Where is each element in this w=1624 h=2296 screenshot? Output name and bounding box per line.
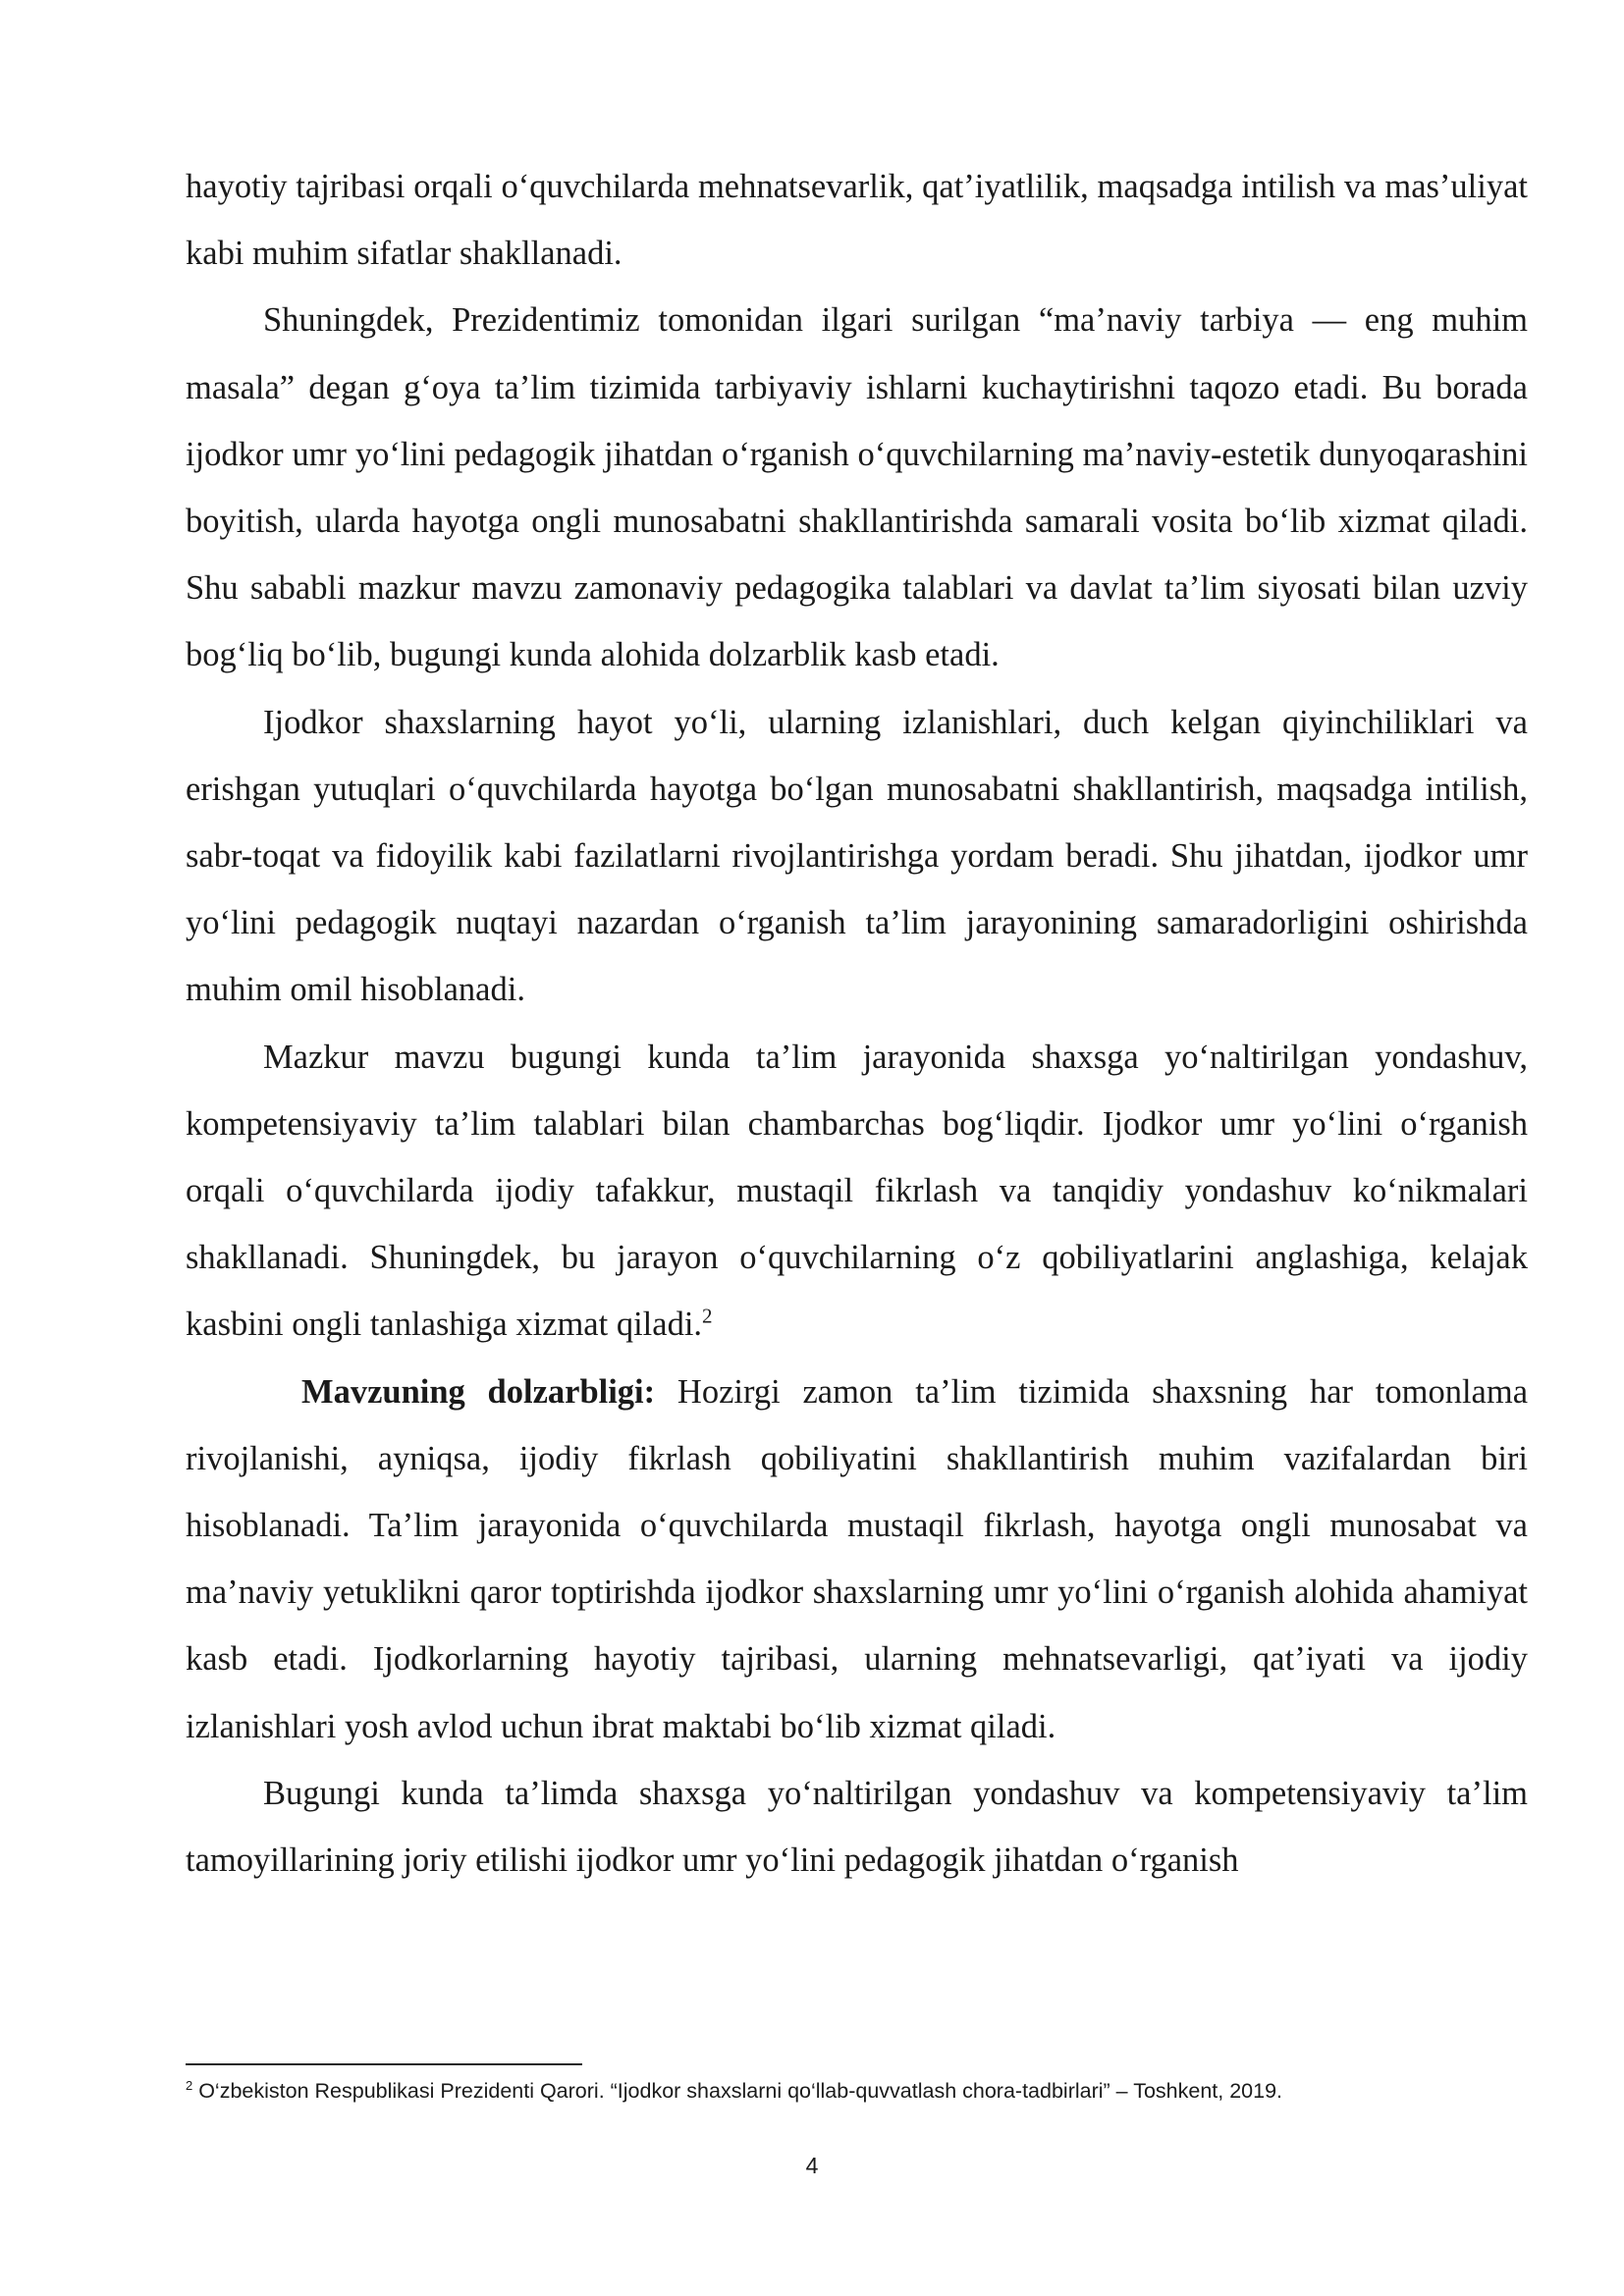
footnote-reference[interactable]: 2 — [702, 1304, 713, 1328]
paragraph-dolzarblik — [186, 1359, 1528, 1760]
paragraph-competency-approach: Bugungi kunda ta’limda shaxsga yo‘naltirilgan yondashuv va kompetensiyaviy ta’lim tamoyillarining joriy etilishi ijodkor umr yo‘lini pedagogik jihatdan o‘rganish — [186, 1774, 1528, 1880]
footnote — [186, 2076, 1541, 2106]
footnote-separator — [186, 2063, 582, 2065]
paragraph-continuation: hayotiy tajribasi orqali o‘quvchilarda mehnatsevarlik, qat’iyatlilik, maqsadga intilish va mas’uliyat kabi muhim sifatlar shakllanadi. — [186, 168, 1528, 273]
page-number: 4 — [805, 2153, 819, 2178]
footnote-marker: 2 — [186, 2077, 193, 2093]
footnote-text: O‘zbekiston Respublikasi Prezidenti Qarori. “Ijodkor shaxslarni qo‘llab-quvvatlash chora-tadbirlari” – Toshkent, 2019. — [192, 2079, 1283, 2103]
page-body — [186, 153, 1528, 1894]
paragraph-text: Mazkur mavzu bugungi kunda ta’lim jarayonida shaxsga yo‘naltirilgan yondashuv, kompetensiyaviy ta’lim talablari bilan chambarchas bog‘liqdir. Ijodkor umr yo‘lini o‘rganish orqali o‘quvchilarda ijodiy tafakkur, mustaqil fikrlash va tanqidiy yondashuv ko‘nikmalari shakllanadi. Shuningdek, bu jarayon o‘quvchilarning o‘z qobiliyatlarini anglashiga, kelajak kasbini ongli tanlashiga xizmat qiladi. — [186, 1038, 1528, 1344]
section-heading: Mavzuning dolzarbligi: — [301, 1372, 656, 1411]
paragraph-creative-persons: Ijodkor shaxslarning hayot yo‘li, ularning izlanishlari, duch kelgan qiyinchiliklari va erishgan yutuqlari o‘quvchilarda hayotga bo‘lgan munosabatni shakllantirish, maqsadga intilish, sabr-toqat va fidoyilik kabi fazilatlarni rivojlantirishga yordam beradi. Shu jihatdan, ijodkor umr yo‘lini pedagogik nuqtayi nazardan o‘rganish ta’lim jarayonining samaradorligini oshirishda muhim omil hisoblanadi. — [186, 703, 1528, 1009]
paragraph-topic-relevance — [186, 1024, 1528, 1359]
paragraph-spiritual-education: Shuningdek, Prezidentimiz tomonidan ilgari surilgan “ma’naviy tarbiya — eng muhim masala” degan g‘oya ta’lim tizimida tarbiyaviy ishlarni kuchaytirishni taqozo etadi. Bu borada ijodkor umr yo‘lini pedagogik jihatdan o‘rganish o‘quvchilarning ma’naviy-estetik dunyoqarashini boyitish, ularda hayotga ongli munosabatni shakllantirishda samarali vosita bo‘lib xizmat qiladi. Shu sababli mazkur mavzu zamonaviy pedagogika talablari va davlat ta’lim siyosati bilan uzviy bog‘liq bo‘lib, bugungi kunda alohida dolzarblik kasb etadi. — [186, 301, 1528, 674]
paragraph-text: Hozirgi zamon ta’lim tizimida shaxsning har tomonlama rivojlanishi, ayniqsa, ijodiy fikrlash qobiliyatini shakllantirish muhim vazifalardan biri hisoblanadi. Ta’lim jarayonida o‘quvchilarda mustaqil fikrlash, hayotga ongli munosabat va ma’naviy yetuklikni qaror toptirishda ijodkor shaxslarning umr yo‘lini o‘rganish alohida ahamiyat kasb etadi. Ijodkorlarning hayotiy tajribasi, ularning mehnatsevarligi, qat’iyati va ijodiy izlanishlari yosh avlod uchun ibrat maktabi bo‘lib xizmat qiladi. — [186, 1372, 1529, 1745]
